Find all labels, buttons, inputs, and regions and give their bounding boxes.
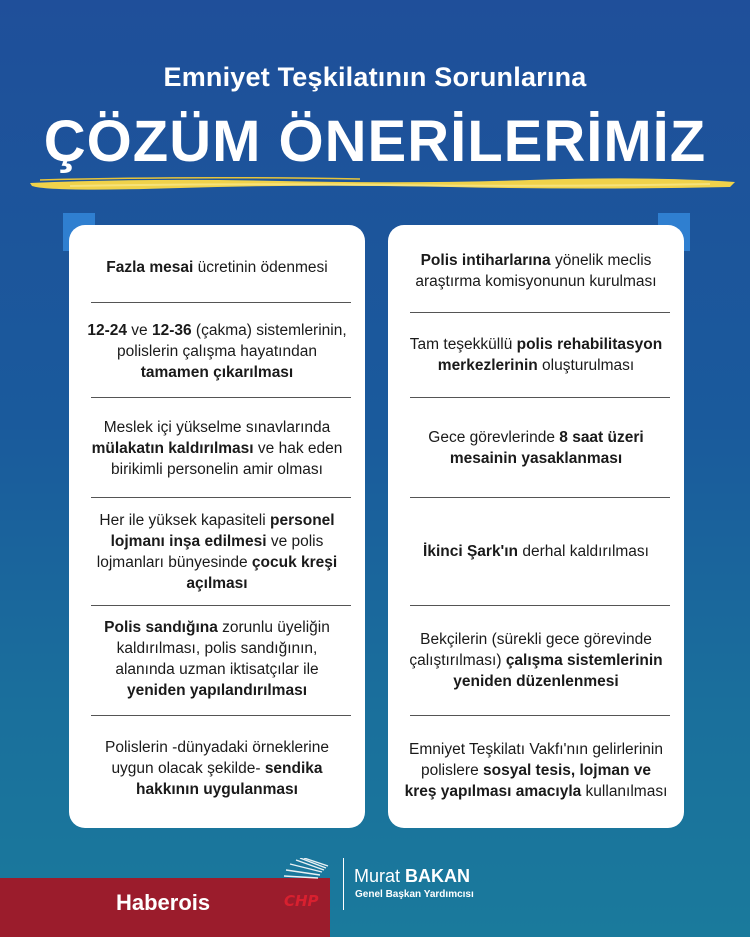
item-text: Meslek içi yükselme sınavlarında mülakatın kaldırılması ve hak eden birikimli personelin amir olması xyxy=(91,418,343,478)
left-item-3 xyxy=(69,401,365,495)
right-item-5 xyxy=(388,609,684,711)
left-item-4 xyxy=(69,503,365,601)
person-last-name: BAKAN xyxy=(405,866,471,886)
footer-separator xyxy=(343,858,344,910)
person-name xyxy=(354,866,470,887)
item-text: Fazla mesai ücretinin ödenmesi xyxy=(106,258,328,276)
right-item-6 xyxy=(388,719,684,821)
right-item-3 xyxy=(388,401,684,495)
right-divider xyxy=(410,397,670,398)
left-card xyxy=(69,225,365,828)
chp-logo xyxy=(282,858,332,910)
person-first-name: Murat xyxy=(354,866,401,886)
right-divider xyxy=(410,605,670,606)
item-text: Polis sandığına zorunlu üyeliğin kaldırılması, polis sandığının, alanında uzman iktisatçılar ile yeniden yapılandırılması xyxy=(104,619,330,699)
left-divider xyxy=(91,605,351,606)
left-item-6 xyxy=(69,719,365,817)
item-text: Gece görevlerinde 8 saat üzeri mesainin yasaklanması xyxy=(428,429,644,467)
left-divider xyxy=(91,715,351,716)
item-text: Emniyet Teşkilatı Vakfı'nın gelirlerinin polislere sosyal tesis, lojman ve kreş yapılması amacıyla kullanılması xyxy=(404,740,668,800)
item-text: Her ile yüksek kapasiteli personel lojmanı inşa edilmesi ve polis lojmanları bünyesinde çocuk kreşi açılması xyxy=(96,512,338,592)
item-text: Polislerin -dünyadaki örneklerine uygun olacak şekilde- sendika hakkının uygulanması xyxy=(104,738,329,798)
left-divider xyxy=(91,302,351,303)
left-item-1 xyxy=(69,235,365,299)
right-divider xyxy=(410,715,670,716)
right-divider xyxy=(410,497,670,498)
person-title: Genel Başkan Yardımcısı xyxy=(355,889,474,900)
svg-text:CHP: CHP xyxy=(284,892,319,910)
left-item-5 xyxy=(69,609,365,709)
item-text: Polis intiharlarına yönelik meclis araştırma komisyonunun kurulması xyxy=(415,252,657,290)
item-text: 12-24 ve 12-36 (çakma) sistemlerinin, polislerin çalışma hayatından tamamen çıkarılması xyxy=(87,321,347,381)
item-text: Tam teşekküllü polis rehabilitasyon merkezlerinin oluşturulması xyxy=(409,336,663,374)
right-card xyxy=(388,225,684,828)
header-subtitle: Emniyet Teşkilatının Sorunlarına xyxy=(163,62,587,92)
left-divider xyxy=(91,397,351,398)
yellow-brush-underline xyxy=(30,174,735,194)
right-item-1 xyxy=(388,231,684,311)
right-divider xyxy=(410,312,670,313)
right-item-4 xyxy=(388,501,684,601)
item-text: Bekçilerin (sürekli gece görevinde çalıştırılması) çalışma sistemlerinin yeniden düzenlenmesi xyxy=(409,630,663,690)
left-divider xyxy=(91,497,351,498)
footer-brand-label: Haberois xyxy=(116,890,211,915)
item-text: İkinci Şark'ın derhal kaldırılması xyxy=(423,542,649,560)
right-item-2 xyxy=(388,315,684,395)
header-title: ÇÖZÜM ÖNERİLERİMİZ xyxy=(43,109,707,174)
left-item-2 xyxy=(69,311,365,391)
